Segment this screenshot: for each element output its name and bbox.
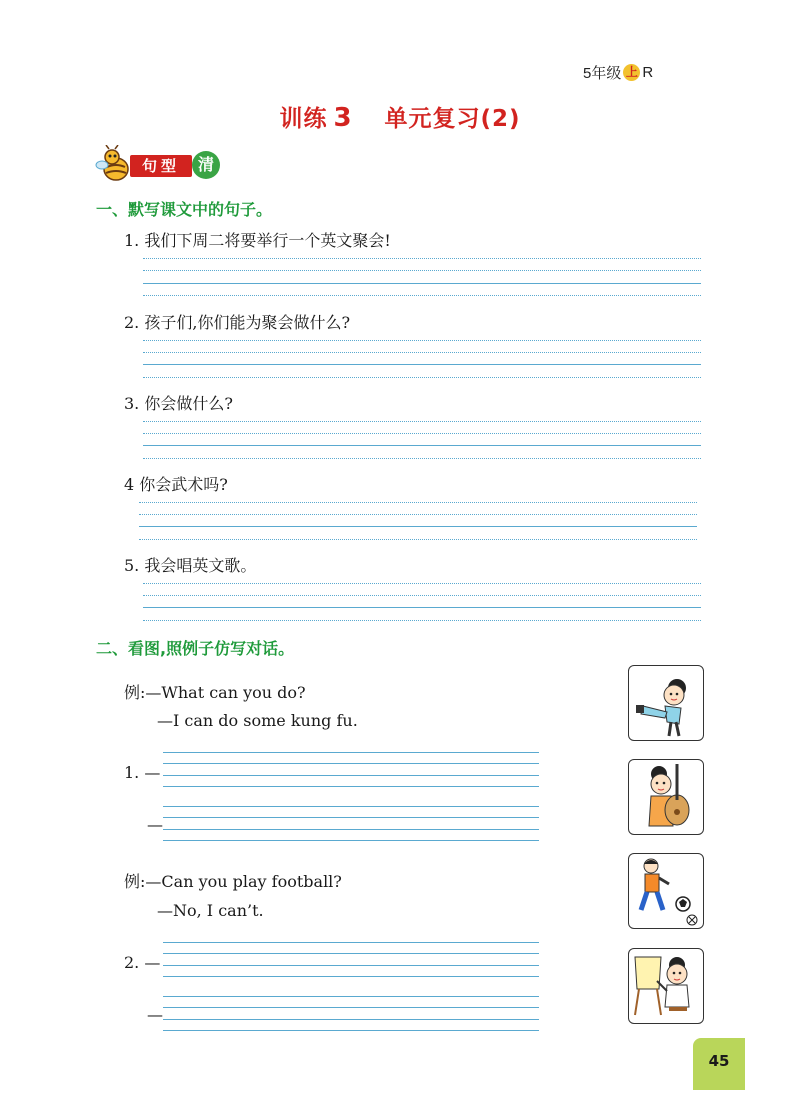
part1-item-4: 4 你会武术吗?: [124, 475, 228, 494]
football-boy-icon: [629, 854, 703, 928]
writing-line: [139, 514, 697, 515]
kung-fu-girl-picture: [628, 665, 704, 741]
bee-mascot-icon: [94, 145, 134, 185]
writing-line: [163, 775, 539, 776]
writing-line: [163, 840, 539, 841]
writing-line: [163, 817, 539, 818]
item-2-dash: —: [147, 1005, 163, 1024]
example-2-question: [124, 869, 342, 892]
football-boy-picture: [628, 853, 704, 929]
writing-line: [163, 752, 539, 753]
grade-suffix: R: [642, 64, 654, 81]
writing-line: [143, 607, 701, 608]
writing-line: [163, 806, 539, 807]
writing-line: [143, 458, 701, 459]
part1-item-5: 5. 我会唱英文歌。: [124, 556, 257, 575]
writing-line: [143, 433, 701, 434]
writing-line: [143, 421, 701, 422]
writing-line: [143, 364, 701, 365]
writing-line: [163, 953, 539, 954]
writing-line: [143, 258, 701, 259]
writing-line: [139, 539, 697, 540]
writing-line: [163, 786, 539, 787]
writing-line: [163, 1019, 539, 1020]
item-1-dash: —: [147, 815, 163, 834]
writing-line: [143, 620, 701, 621]
writing-line: [163, 965, 539, 966]
example-1-answer: —I can do some kung fu.: [157, 711, 358, 730]
grade-term-badge: 上: [623, 64, 640, 81]
page-number: 45: [693, 1038, 745, 1090]
writing-line: [163, 763, 539, 764]
writing-line: [143, 595, 701, 596]
example-prefix: 例:: [124, 872, 146, 891]
writing-line: [143, 583, 701, 584]
writing-line: [163, 829, 539, 830]
writing-line: [139, 526, 697, 527]
title-label: 训练: [279, 106, 328, 132]
writing-line: [163, 1030, 539, 1031]
drawing-girl-picture: [628, 948, 704, 1024]
example-question: —Can you play football?: [145, 872, 342, 891]
writing-line: [143, 283, 701, 284]
section-badge-tag: 清: [192, 151, 220, 179]
kung-fu-girl-icon: [629, 666, 703, 740]
item-2-number: 2. —: [124, 953, 161, 972]
part2-heading: 二、看图,照例子仿写对话。: [96, 639, 295, 658]
title-subtitle: 单元复习(2): [384, 106, 521, 132]
writing-line: [143, 352, 701, 353]
section-badge-label: 句型: [130, 155, 192, 177]
writing-line: [163, 996, 539, 997]
pipa-girl-icon: [629, 760, 703, 834]
grade-prefix: 5年级: [583, 65, 622, 82]
grade-label: [583, 62, 653, 83]
writing-line: [139, 502, 697, 503]
writing-line: [143, 445, 701, 446]
page-title: [0, 100, 800, 133]
item-1-number: 1. —: [124, 763, 161, 782]
example-question: —What can you do?: [145, 683, 306, 702]
example-prefix: 例:: [124, 683, 146, 702]
pipa-girl-picture: [628, 759, 704, 835]
writing-line: [163, 1007, 539, 1008]
title-number: 3: [333, 103, 353, 133]
writing-line: [143, 340, 701, 341]
example-1-question: [124, 680, 306, 703]
writing-line: [163, 976, 539, 977]
writing-line: [143, 377, 701, 378]
drawing-girl-icon: [629, 949, 703, 1023]
writing-line: [163, 942, 539, 943]
part1-item-3: 3. 你会做什么?: [124, 394, 233, 413]
part1-item-1: 1. 我们下周二将要举行一个英文聚会!: [124, 231, 391, 250]
writing-line: [143, 295, 701, 296]
example-2-answer: —No, I can’t.: [157, 901, 264, 920]
writing-line: [143, 270, 701, 271]
part1-heading: 一、默写课文中的句子。: [96, 200, 273, 219]
part1-item-2: 2. 孩子们,你们能为聚会做什么?: [124, 313, 351, 332]
